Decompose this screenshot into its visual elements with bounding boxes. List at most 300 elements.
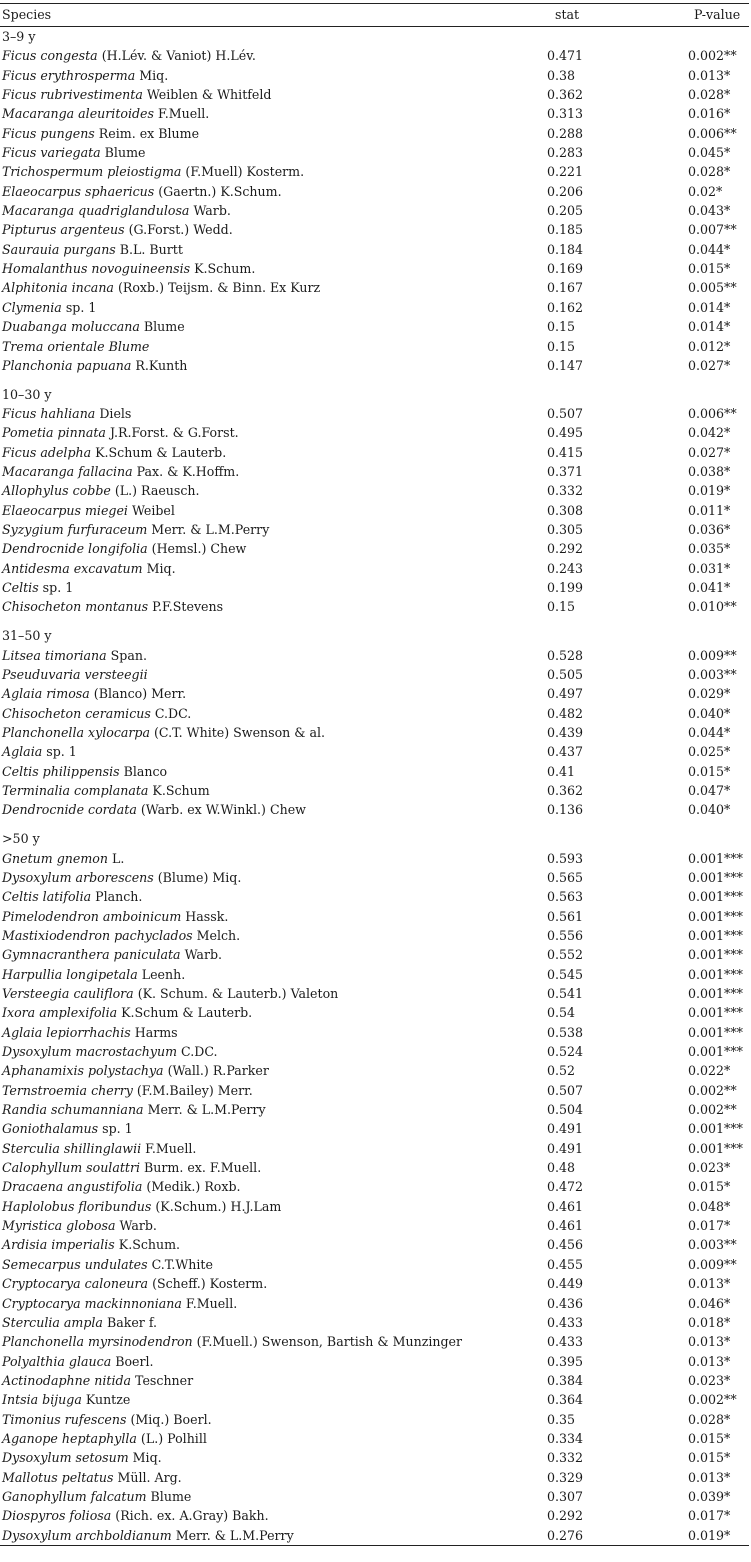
pvalue-cell: 0.013* [688,67,731,83]
table-row [0,201,749,220]
species-authority: Burm. ex. F.Muell. [140,1160,262,1176]
pvalue-cell: 0.014* [688,319,731,335]
stat-cell: 0.472 [547,1179,584,1195]
species-cell [2,443,226,462]
pvalue-cell: 0.044* [688,725,731,741]
species-authority: (H.Lév. & Vaniot) H.Lév. [97,48,256,64]
species-cell [2,1158,261,1177]
table-header-row [0,4,749,26]
species-cell [2,1506,269,1525]
stat-cell: 0.276 [547,1527,584,1543]
species-name: Ficus congesta [2,48,98,64]
species-authority: Müll. Arg. [113,1469,182,1485]
species-authority: (F.Muell) Kosterm. [181,164,305,180]
species-cell [2,742,77,761]
pvalue-cell: 0.001*** [688,869,743,885]
table-row [0,162,749,181]
species-cell [2,46,256,65]
table-row [0,984,749,1003]
pvalue-cell: 0.023* [688,1372,731,1388]
species-name: Dendrocnide longifolia [2,541,148,557]
species-name: Mastixiodendron pachyclados [2,927,193,943]
species-authority: Harms [130,1024,178,1040]
species-name: Clymenia [2,299,62,315]
stat-cell: 0.221 [547,164,584,180]
species-name: Pimelodendron amboinicum [2,908,182,924]
species-cell [2,240,183,259]
species-cell [2,559,176,578]
species-cell [2,104,209,123]
stat-cell: 0.288 [547,125,584,141]
table-row [0,501,749,520]
pvalue-cell: 0.048* [688,1198,731,1214]
species-name: Dracaena angustifolia [2,1179,143,1195]
pvalue-cell: 0.040* [688,802,731,818]
species-cell [2,1139,196,1158]
species-cell [2,1410,212,1429]
stat-cell: 0.449 [547,1276,584,1292]
species-cell [2,665,148,684]
species-authority: L. [108,850,125,866]
species-authority: (L.) Polhill [136,1430,207,1446]
stat-cell: 0.15 [547,319,576,335]
species-name: Ficus adelpha [2,444,92,460]
pvalue-cell: 0.017* [688,1508,731,1524]
species-cell [2,984,338,1003]
table-row [0,1468,749,1487]
pvalue-cell: 0.022* [688,1063,731,1079]
species-authority: sp. 1 [61,299,97,315]
species-authority: (Rich. ex. A.Gray) Bakh. [111,1508,269,1524]
species-cell [2,723,325,742]
species-cell [2,182,282,201]
pvalue-cell: 0.028* [688,164,731,180]
species-authority: (L.) Raeusch. [110,483,200,499]
species-cell [2,85,271,104]
species-name: Gnetum gnemon [2,850,109,866]
table-row [0,1487,749,1506]
species-cell [2,926,240,945]
species-authority: P.F.Stevens [148,599,224,615]
pvalue-cell: 0.002** [688,1102,737,1118]
species-name: Chisocheton montanus [2,599,149,615]
species-authority: J.R.Forst. & G.Forst. [105,425,239,441]
species-cell [2,298,96,317]
table-row [0,1061,749,1080]
species-authority: R.Kunth [131,357,188,373]
species-name: Macaranga fallacina [2,464,133,480]
species-authority: Pax. & K.Hoffm. [132,464,240,480]
species-name: Pseuduvaria versteegii [2,667,148,682]
table-row [0,1448,749,1467]
species-name: Celtis [2,580,39,596]
table-row [0,1274,749,1293]
table-row [0,559,749,578]
species-name: Harpullia longipetala [2,966,138,982]
species-name: Aganope heptaphylla [2,1430,137,1446]
species-cell [2,1294,237,1313]
stat-cell: 0.504 [547,1102,584,1118]
species-authority: C.T.White [147,1256,213,1272]
species-cell [2,684,186,703]
table-row [0,945,749,964]
species-cell [2,965,185,984]
pvalue-cell: 0.025* [688,744,731,760]
group-spacer [0,617,749,627]
species-authority: C.DC. [177,1044,218,1060]
species-authority: Blume [146,1488,192,1504]
species-cell [2,800,306,819]
table-row [0,1119,749,1138]
table-row [0,46,749,65]
species-authority: Baker f. [102,1314,158,1330]
table-row [0,404,749,423]
species-name: Haplolobus floribundus [2,1198,152,1214]
stat-cell: 0.364 [547,1392,584,1408]
species-name: Ganophyllum falcatum [2,1488,147,1504]
species-name: Pometia pinnata [2,425,106,441]
stat-cell: 0.169 [547,261,584,277]
stat-cell: 0.48 [547,1160,576,1176]
pvalue-cell: 0.001*** [688,1140,743,1156]
species-cell [2,520,269,539]
stat-cell: 0.332 [547,1450,584,1466]
stat-cell: 0.205 [547,203,584,219]
species-name: Allophylus cobbe [2,483,111,499]
species-cell [2,162,304,181]
species-cell [2,887,142,906]
stat-cell: 0.334 [547,1430,584,1446]
table-row [0,298,749,317]
species-name: Aphanamixis polystachya [2,1063,164,1079]
species-cell [2,907,228,926]
species-cell [2,423,239,442]
species-name: Polyalthia glauca [2,1353,112,1369]
species-cell [2,597,223,616]
species-cell [2,1023,178,1042]
species-authority: (C.T. White) Swenson & al. [149,725,326,741]
pvalue-cell: 0.027* [688,444,731,460]
species-cell [2,1197,281,1216]
stat-cell: 0.313 [547,106,584,122]
table-row [0,1294,749,1313]
stat-cell: 0.184 [547,241,584,257]
stat-cell: 0.505 [547,667,584,682]
species-indicator-table [0,3,749,1546]
species-name: Actinodaphne nitida [2,1372,132,1388]
species-name: Planchonia papuana [2,357,132,373]
species-authority: K.Schum. [190,261,256,277]
stat-cell: 0.545 [547,966,584,982]
pvalue-cell: 0.001*** [688,889,743,905]
stat-cell: 0.437 [547,744,584,760]
table-body [0,27,749,1545]
pvalue-cell: 0.047* [688,783,731,799]
species-name: Duabanga moluccana [2,319,140,335]
pvalue-cell: 0.014* [688,299,731,315]
species-cell [2,1003,252,1022]
species-name: Ficus hahliana [2,406,96,422]
pvalue-cell: 0.001*** [688,850,743,866]
stat-cell: 0.329 [547,1469,584,1485]
species-name: Chisocheton ceramicus [2,705,151,721]
species-cell [2,945,222,964]
species-authority: Weiblen & Whitfeld [142,87,272,103]
species-name: Litsea timoriana [2,647,107,663]
pvalue-cell: 0.001*** [688,927,743,943]
table-row [0,1526,749,1545]
species-name: Dysoxylum macrostachyum [2,1044,178,1060]
pvalue-cell: 0.012* [688,338,731,354]
table-row [0,684,749,703]
species-authority: Blume [100,145,146,161]
species-authority: (K. Schum. & Lauterb.) Valeton [133,986,339,1001]
pvalue-cell: 0.013* [688,1276,731,1292]
species-authority: Miq. [128,1450,162,1466]
stat-cell: 0.439 [547,725,584,741]
species-cell [2,868,241,887]
species-cell [2,220,233,239]
species-authority: F.Muell. [153,106,210,122]
species-name: Celtis philippensis [2,763,120,779]
species-name: Aglaia lepiorrhachis [2,1024,131,1040]
pvalue-cell: 0.042* [688,425,731,441]
species-cell [2,1100,266,1119]
group-heading [0,626,749,645]
table-row [0,259,749,278]
table-row [0,926,749,945]
table-row [0,1042,749,1061]
species-authority: Boerl. [111,1353,154,1369]
pvalue-cell: 0.001*** [688,1044,743,1060]
species-name: Goniothalamus [2,1121,99,1137]
species-cell [2,1061,269,1080]
species-name: Timonius rufescens [2,1411,127,1427]
pvalue-cell: 0.043* [688,203,731,219]
table-row [0,423,749,442]
species-name: Homalanthus novoguineensis [2,261,191,277]
pvalue-cell: 0.013* [688,1469,731,1485]
table-row [0,278,749,297]
pvalue-cell: 0.011* [688,502,731,518]
table-bottom-rule [0,1545,749,1546]
table-row [0,182,749,201]
table-row [0,1352,749,1371]
pvalue-cell: 0.035* [688,541,731,557]
table-row [0,104,749,123]
table-row [0,240,749,259]
species-name: Mallotus peltatus [2,1469,114,1485]
species-authority: F.Muell. [141,1140,197,1156]
species-name: Macaranga quadriglandulosa [2,203,190,219]
table-row [0,1139,749,1158]
species-name: Trichospermum pleiostigma [2,164,182,180]
table-row [0,868,749,887]
table-row [0,124,749,143]
species-cell [2,1119,133,1138]
table-row [0,1313,749,1332]
pvalue-cell: 0.003** [688,1237,737,1253]
pvalue-cell: 0.002** [688,1082,737,1098]
table-row [0,965,749,984]
stat-cell: 0.54 [547,1005,576,1021]
species-cell [2,356,187,375]
species-cell [2,1526,294,1545]
species-name: Ardisia imperialis [2,1237,115,1253]
table-row [0,462,749,481]
stat-cell: 0.167 [547,280,584,296]
species-cell [2,317,185,336]
stat-cell: 0.524 [547,1044,584,1060]
pvalue-cell: 0.009** [688,647,737,663]
pvalue-cell: 0.002** [688,1392,737,1408]
pvalue-cell: 0.001*** [688,1005,743,1021]
species-authority: (F.M.Bailey) Merr. [132,1082,253,1098]
species-authority: Merr. & L.M.Perry [143,1102,266,1118]
pvalue-cell: 0.015* [688,1450,731,1466]
stat-cell: 0.15 [547,599,576,615]
stat-cell: 0.456 [547,1237,584,1253]
stat-cell: 0.433 [547,1314,584,1330]
pvalue-cell: 0.001*** [688,947,743,963]
stat-cell: 0.491 [547,1121,584,1137]
pvalue-cell: 0.007** [688,222,737,238]
stat-cell: 0.332 [547,483,584,499]
stat-cell: 0.563 [547,889,584,905]
table-row [0,762,749,781]
species-authority: K.Schum & Lauterb. [117,1005,253,1021]
stat-cell: 0.38 [547,67,576,83]
pvalue-cell: 0.040* [688,705,731,721]
table-row [0,1177,749,1196]
species-name: Sterculia ampla [2,1314,103,1330]
species-cell [2,404,131,423]
stat-cell: 0.147 [547,357,584,373]
table-row [0,1003,749,1022]
species-authority: sp. 1 [38,580,74,596]
species-authority: Blume [139,319,185,335]
pvalue-cell: 0.041* [688,580,731,596]
stat-cell: 0.185 [547,222,584,238]
pvalue-cell: 0.029* [688,686,731,702]
pvalue-cell: 0.046* [688,1295,731,1311]
species-name: Ficus rubrivestimenta [2,87,143,103]
species-name: Ficus pungens [2,125,95,141]
species-cell [2,278,320,297]
species-name: Terminalia complanata [2,783,149,799]
stat-cell: 0.561 [547,908,584,924]
header-species: Species [2,7,52,22]
pvalue-cell: 0.019* [688,483,731,499]
group-label: >50 y [2,831,40,847]
stat-cell: 0.308 [547,502,584,518]
species-name: Macaranga aleuritoides [2,106,154,122]
species-authority: Warb. [189,203,231,219]
pvalue-cell: 0.028* [688,1411,731,1427]
stat-cell: 0.556 [547,927,584,943]
species-name: Semecarpus undulates [2,1256,148,1272]
table-row [0,704,749,723]
stat-cell: 0.433 [547,1334,584,1350]
stat-cell: 0.362 [547,783,584,799]
species-name: Randia schumanniana [2,1102,144,1118]
species-authority: Reim. ex Blume [94,125,200,141]
table-row [0,1023,749,1042]
species-cell [2,1313,157,1332]
stat-cell: 0.41 [547,763,576,779]
table-row [0,1255,749,1274]
species-authority: Warb. [115,1218,157,1234]
species-cell [2,1390,130,1409]
pvalue-cell: 0.001*** [688,1024,743,1040]
species-cell [2,501,175,520]
species-name: Aglaia [2,744,43,760]
pvalue-cell: 0.02* [688,183,723,199]
pvalue-cell: 0.002** [688,48,737,64]
table-row [0,1332,749,1351]
pvalue-cell: 0.015* [688,1430,731,1446]
header-pvalue: P-value [694,7,741,22]
species-name: Sterculia shillinglawii [2,1140,142,1156]
species-name: Antidesma excavatum [2,560,143,576]
species-cell [2,201,231,220]
table-row [0,723,749,742]
stat-cell: 0.395 [547,1353,584,1369]
species-authority: (Warb. ex W.Winkl.) Chew [136,802,306,818]
table-row [0,597,749,616]
table-row [0,1371,749,1390]
species-name: Syzygium furfuraceum [2,522,148,538]
pvalue-cell: 0.017* [688,1218,731,1234]
stat-cell: 0.136 [547,802,584,818]
stat-cell: 0.461 [547,1218,584,1234]
pvalue-cell: 0.015* [688,1179,731,1195]
table-row [0,1235,749,1254]
table-row [0,85,749,104]
pvalue-cell: 0.038* [688,464,731,480]
pvalue-cell: 0.003** [688,667,737,682]
table-row [0,781,749,800]
pvalue-cell: 0.031* [688,560,731,576]
species-cell [2,849,124,868]
table-row [0,539,749,558]
stat-cell: 0.491 [547,1140,584,1156]
species-cell [2,66,168,85]
species-authority: (G.Forst.) Wedd. [124,222,233,238]
table-row [0,1429,749,1448]
species-authority: (Scheff.) Kosterm. [148,1276,268,1292]
table-row [0,849,749,868]
stat-cell: 0.35 [547,1411,576,1427]
table-row [0,1158,749,1177]
pvalue-cell: 0.028* [688,87,731,103]
species-authority: Merr. & L.M.Perry [171,1527,294,1543]
pvalue-cell: 0.027* [688,357,731,373]
species-authority: Planch. [91,889,143,905]
table-row [0,1410,749,1429]
species-authority: (Roxb.) Teijsm. & Binn. Ex Kurz [113,280,321,296]
species-authority: Merr. & L.M.Perry [147,522,270,538]
table-row [0,800,749,819]
stat-cell: 0.305 [547,522,584,538]
stat-cell: 0.371 [547,464,584,480]
species-cell [2,481,200,500]
pvalue-cell: 0.006** [688,125,737,141]
species-name: Versteegia cauliflora [2,986,134,1001]
species-cell [2,462,239,481]
species-cell [2,259,255,278]
pvalue-cell: 0.001*** [688,908,743,924]
